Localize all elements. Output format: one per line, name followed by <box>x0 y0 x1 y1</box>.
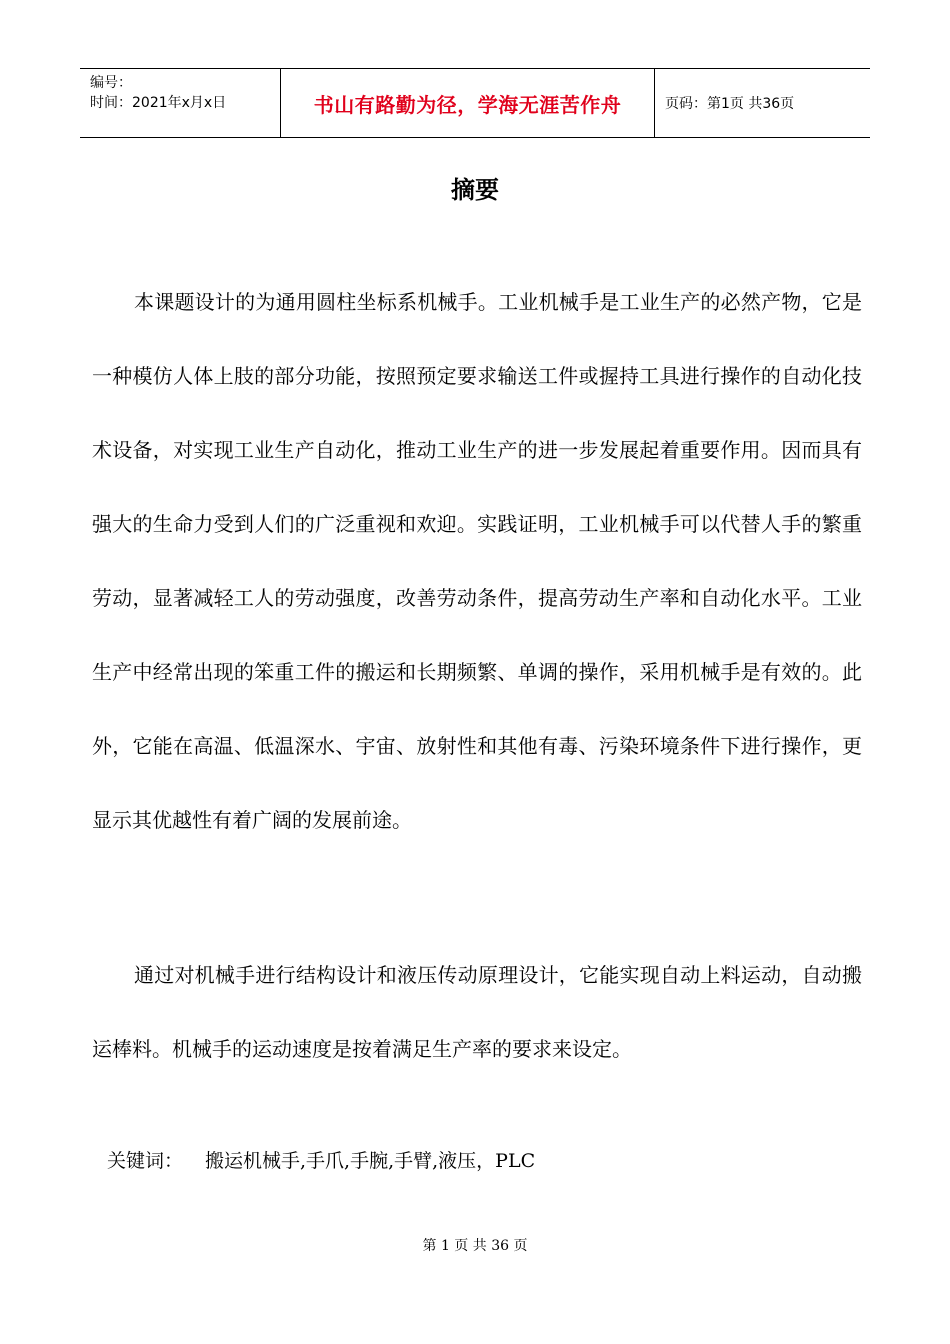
document-code-label: 编号： <box>90 75 132 91</box>
document-time: 时间：2021年x月x日 <box>90 95 227 111</box>
header-motto-cell <box>281 69 655 137</box>
header-meta-cell <box>80 69 281 137</box>
page-title: 摘要 <box>451 176 499 204</box>
header-motto: 书山有路勤为径，学海无涯苦作舟 <box>313 92 622 117</box>
keywords-label: 关键词： <box>107 1150 184 1172</box>
keywords-line <box>107 1146 535 1173</box>
header-page-info: 页码：第1页 共36页 <box>665 96 795 112</box>
keywords-value: 搬运机械手,手爪,手腕,手臂,液压，PLC <box>205 1150 536 1172</box>
header-page-cell <box>655 69 870 137</box>
page-footer: 第 1 页 共 36 页 <box>422 1238 528 1254</box>
document-header <box>80 68 870 138</box>
abstract-paragraph-2: 通过对机械手进行结构设计和液压传动原理设计，它能实现自动上料运动，自动搬运棒料。机械手的运动速度是按着满足生产率的要求来设定。 <box>92 963 862 1061</box>
abstract-paragraph-1: 本课题设计的为通用圆柱坐标系机械手。工业机械手是工业生产的必然产物，它是一种模仿人体上肢的部分功能，按照预定要求输送工件或握持工具进行操作的自动化技术设备，对实现工业生产自动化，推动工业生产的进一步发展起着重要作用。因而具有强大的生命力受到人们的广泛重视和欢迎。实践证明，工业机械手可以代替人手的繁重劳动，显著减轻工人的劳动强度，改善劳动条件，提高劳动生产率和自动化水平。工业生产中经常出现的笨重工件的搬运和长期频繁、单调的操作，采用机械手是有效的。此外，它能在高温、低温深水、宇宙、放射性和其他有毒、污染环境条件下进行操作，更显示其优越性有着广阔的发展前途。 <box>92 290 862 832</box>
